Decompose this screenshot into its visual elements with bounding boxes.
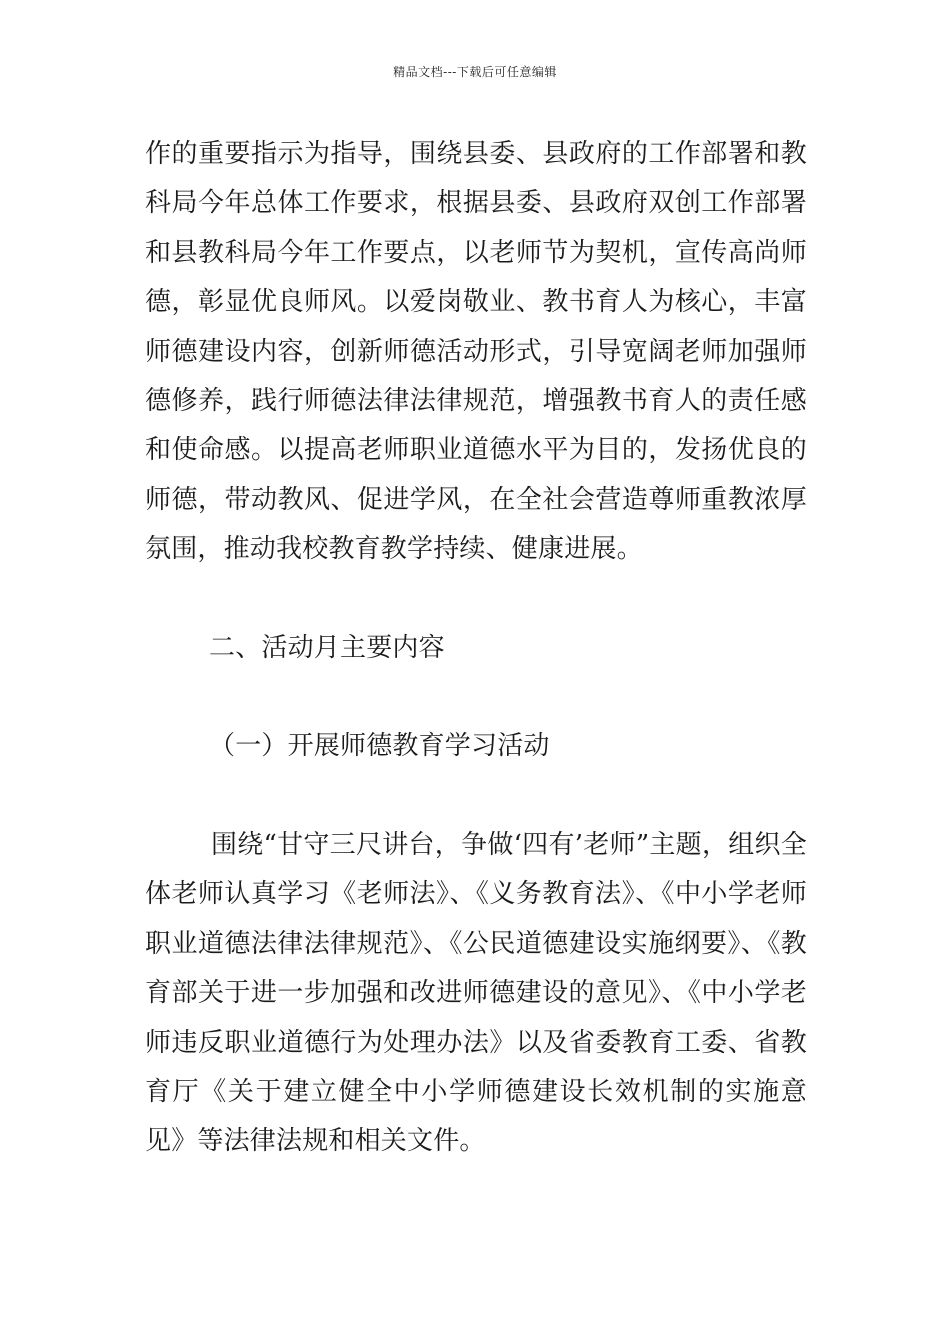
page-header: 精品文档---下载后可任意编辑 [393, 65, 557, 79]
subsection-heading: （一）开展师德教育学习活动 [209, 731, 550, 761]
body-paragraph-study: 围绕“甘守三尺讲台，争做‘四有’老师”主题，组织全体老师认真学习《老师法》、《义务教育法》、《中小学老师职业道德法律法律规范》、《公民道德建设实施纲要》、《教育部关于进一步加强和改进师德建设的意见》、《中小学老师违反职业道德行为处理办法》以及省委教育工委、省教育厅《关于建立健全中小学师德建设长效机制的实施意见》等法律法规和相关文件。 [145, 830, 807, 1157]
body-paragraph-intro: 作的重要指示为指导，围绕县委、县政府的工作部署和教科局今年总体工作要求，根据县委、县政府双创工作部署和县教科局今年工作要点，以老师节为契机，宣传高尚师德，彰显优良师风。以爱岗敬业、教书育人为核心，丰富师德建设内容，创新师德活动形式，引导宽阔老师加强师德修养，践行师德法律法律规范，增强教书育人的责任感和使命感。以提高老师职业道德水平为目的，发扬优良的师德，带动教风、促进学风，在全社会营造尊师重教浓厚氛围，推动我校教育教学持续、健康进展。 [145, 139, 807, 565]
section-heading: 二、活动月主要内容 [209, 633, 445, 663]
